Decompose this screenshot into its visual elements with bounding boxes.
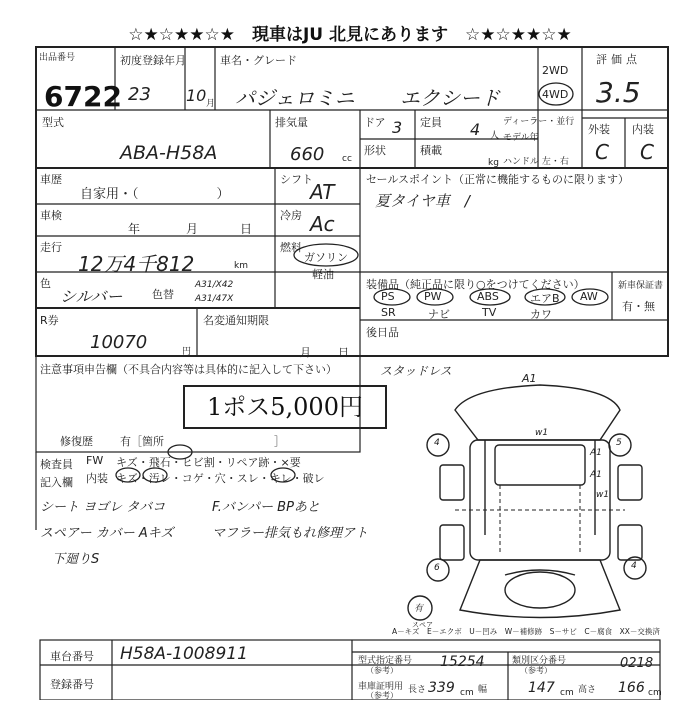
remark-line-2: スペアー カバー Aキズ [40,526,174,541]
diagram-spare-label: スペア [412,621,433,629]
displacement-label: 排気量 [275,116,308,129]
tax-day: 日 [338,346,349,359]
fuel-gasoline: ガソリン [304,251,348,264]
diagram-a1-right-2: A1 [590,470,602,480]
shape-label: 形状 [364,144,386,157]
cooling-label: 冷房 [280,209,302,222]
color-code-1: A31/X42 [195,280,234,290]
shift-label: シフト [280,173,313,186]
diagram-w1-right: w1 [596,490,610,500]
cert-height-unit: cm [648,688,662,698]
equipment-airbag: エアB [530,292,560,305]
score-value: 3.5 [596,76,641,109]
capacity-label: 定員 [420,116,442,129]
equipment-tv: TV [482,306,497,319]
recycle-value: 10070 [90,332,148,353]
mileage-unit: km [234,261,248,271]
registration-month: 10 [186,86,207,105]
fuel-label: 燃料 [280,241,302,254]
diagram-tire-4b: 4 [631,561,637,571]
diagram-a1-right: A1 [590,448,602,458]
dealer-label: ディーラー・並行 [503,117,575,127]
warranty-label: 新車保証書 [618,281,664,291]
notes-stamp: 1ポス5,000円 [183,385,387,429]
interior-label: 内装 [632,123,654,136]
drive-4wd: 4WD [542,88,569,101]
cert-sub: （参考） [366,691,398,700]
model-name: パジェロミニ [235,86,355,110]
equipment-sr: SR [381,306,396,319]
inspection-label: 車検 [40,209,62,222]
handle-label: ハンドル 左・右 [503,157,569,167]
model-number-sub: （参考） [366,666,398,675]
exterior-label: 外装 [588,123,610,136]
displacement-value: 660 [290,144,325,165]
mileage-value: 12万4千812 [78,252,195,276]
warranty-value: 有・無 [622,300,655,313]
repair-value: 有［箇所 ］ [120,435,285,448]
model-year-label: モデル年 [503,133,539,143]
diagram-tire-4: 4 [434,438,440,448]
inspector-label: 検査員 [40,458,73,471]
remark-line-3: 下廻りS [52,552,100,567]
history-label: 車歴 [40,173,62,186]
color-value: シルバー [60,287,123,306]
diagram-studless: スタッドレス [380,364,452,378]
capacity-value: 4 [470,120,481,139]
entry-interior: 内装 [86,472,108,485]
model-number-label: 型式指定番号 [358,656,413,666]
inspection-month: 月 [186,222,199,236]
equipment-ps: PS [381,290,395,303]
color-code-2: A31/47X [195,294,234,304]
remark-line-1: シート ヨゴレ タバコ [40,500,166,515]
equipment-navi: ナビ [428,308,450,321]
cert-length-unit: cm [460,688,474,698]
tax-label: 名変通知期限 [203,314,269,327]
score-label: 評価点 [596,53,641,66]
registration-month-unit: 月 [206,99,216,109]
entry-label: 記入欄 [40,476,73,489]
history-value: 自家用・（ ） [80,187,230,202]
diagram-tire-5: 5 [616,438,622,448]
cert-width-label: 幅 [478,685,488,695]
cert-width-unit: cm [560,688,574,698]
tax-month: 月 [300,346,311,359]
mileage-label: 走行 [40,241,62,254]
chassis-value: H58A-1008911 [120,644,248,664]
equipment-aw: AW [580,290,598,303]
load-unit: kg [488,158,499,168]
notes-label: 注意事項申告欄（不具合内容等は具体的に記入して下さい） [40,363,337,376]
drive-2wd: 2WD [542,64,569,77]
diagram-a1-top: A1 [522,372,537,385]
recycle-label: R券 [40,314,59,327]
class-number-label: 類別区分番号 [512,656,567,666]
remark-right-1: F.バンパー BPあと [212,500,320,515]
inspector-fw: FW [86,454,104,467]
damage-legend: A－キズ E－エクボ U－凹み W－補修跡 S－サビ C－腐食 XX－交換済 [392,627,660,636]
lot-label: 出品番号 [39,53,76,63]
model-label: 車名・グレード [220,54,297,67]
color-label: 色 [40,277,51,290]
registration-year: 23 [128,84,151,105]
class-number-value: 0218 [620,656,654,671]
cert-length: 339 [428,680,455,696]
diagram-spare: 有 [414,604,424,614]
equipment-pw: PW [424,290,442,303]
equipment-leather: カワ [530,308,552,321]
type-label: 型式 [42,116,64,129]
equipment-abs: ABS [477,290,499,303]
type-value: ABA-H58A [120,142,218,164]
cooling-value: Ac [310,212,335,236]
remark-right-2: マフラー排気もれ修理アト [212,526,369,541]
capacity-unit: 人 [490,131,500,141]
cert-length-label: 長さ [408,685,427,695]
cert-width: 147 [528,680,555,696]
sales-point-label: セールスポイント（正常に機能するものに限ります） [366,173,630,186]
color-change-label: 色替 [152,288,174,301]
model-number-value: 15254 [440,654,485,670]
inspector-row: キズ・飛石・ヒビ割・リペア跡・×要 [116,456,301,469]
equipment-label: 装備品（純正品に限り○をつけてください） [366,278,585,291]
displacement-unit: cc [342,154,352,164]
diagram-w1: w1 [535,428,549,438]
load-label: 積載 [420,144,442,157]
lot-number: 6722 [44,80,122,113]
doors-label: ドア [364,116,386,129]
registration-label: 初度登録年月 [120,54,186,67]
model-grade: エクシード [400,86,500,110]
inspection-day: 日 [240,222,253,236]
diagram-tire-6: 6 [434,563,440,573]
doors-value: 3 [392,118,403,137]
interior-grade: C [640,140,654,164]
repair-label: 修復歴 [60,435,93,448]
cert-height-label: 高さ [578,685,597,695]
entry-row: キズ・汚レ・コゲ・穴・スレ・キレ・破レ [116,472,325,485]
sales-point-value: 夏タイヤ車 / [375,192,470,210]
inspection-year: 年 [128,222,141,236]
cert-height: 166 [618,680,645,696]
header-banner: ☆★☆★★☆★ 現車はJU 北見にあります ☆★☆★★☆★ [128,25,572,45]
cert-label: 車庫証明用 [358,682,404,692]
rear-seat-label: 後日品 [366,326,399,339]
chassis-label: 車台番号 [50,650,94,663]
class-number-sub: （参考） [520,666,552,675]
registration-number-label: 登録番号 [50,678,94,691]
shift-value: AT [310,180,335,204]
recycle-unit: 円 [182,347,192,357]
fuel-diesel: 軽油 [312,268,334,281]
exterior-grade: C [595,140,609,164]
